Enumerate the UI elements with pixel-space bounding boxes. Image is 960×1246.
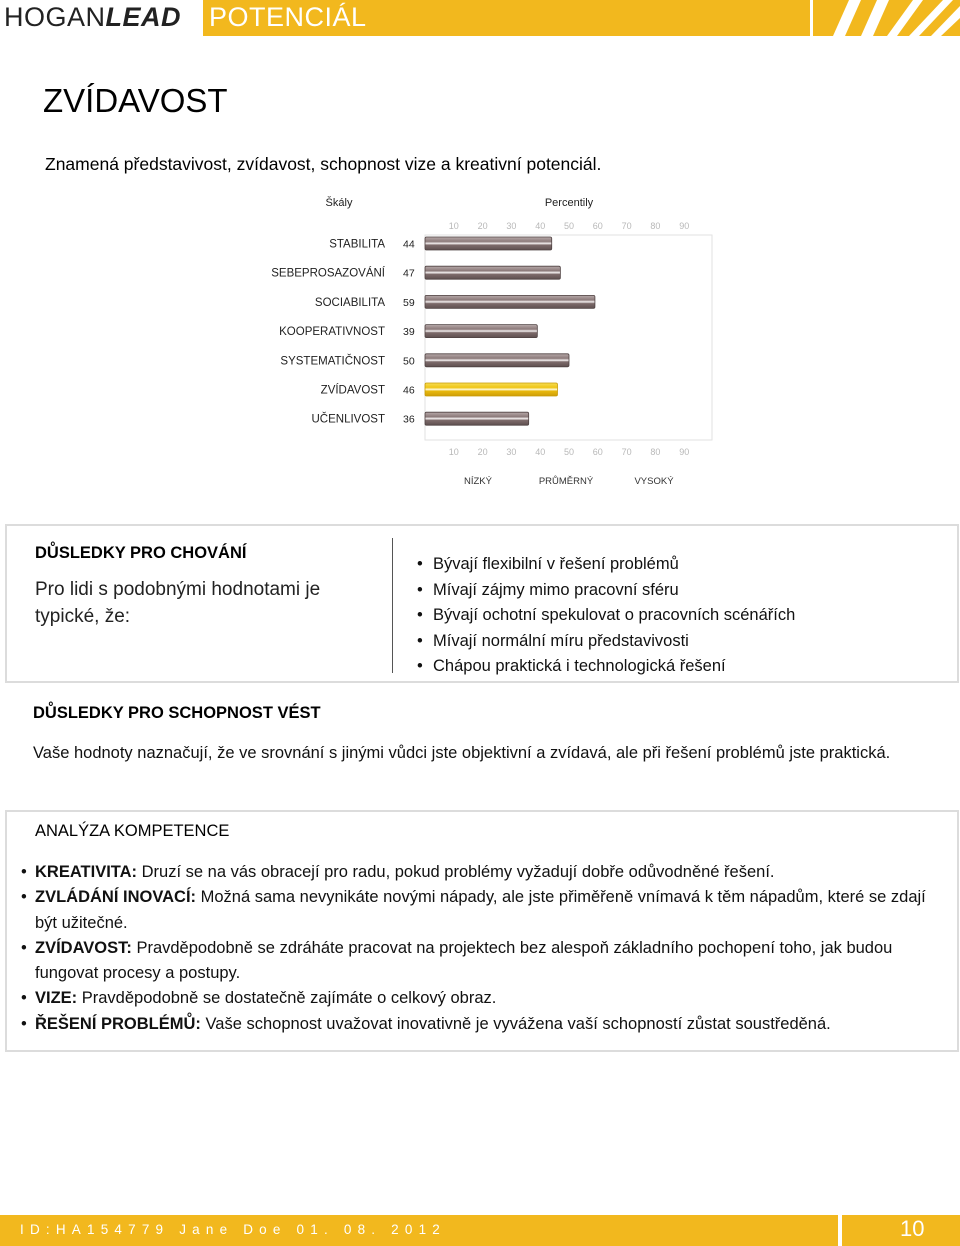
scale-value: 50 [403, 355, 415, 368]
list-item [417, 629, 795, 655]
competence-term: ŘEŠENÍ PROBLÉMŮ: [35, 1014, 201, 1033]
percentile-bar [425, 383, 557, 396]
behavior-heading: DŮSLEDKY PRO CHOVÁNÍ [35, 544, 247, 562]
list-item [21, 936, 931, 987]
behavior-list [417, 552, 795, 680]
list-item [417, 552, 795, 578]
report-footer [0, 1215, 960, 1246]
logo-part2: LEAD [105, 2, 182, 32]
scale-label: SOCIABILITA [314, 296, 385, 309]
tick-label-bottom: 70 [621, 447, 632, 457]
percentile-bar [425, 237, 552, 250]
tick-label-bottom: 80 [650, 447, 661, 457]
tick-label-top: 80 [650, 221, 661, 231]
competence-text: Druzí se na vás obracejí pro radu, pokud problémy vyžadují dobře odůvodněné řešení. [137, 863, 775, 881]
tick-label-top: 30 [506, 221, 517, 231]
percentile-bar [425, 325, 537, 338]
competence-list [21, 860, 931, 1037]
percentile-bar [425, 412, 529, 425]
competence-term: ZVLÁDÁNÍ INOVACÍ: [35, 888, 197, 907]
list-item [21, 860, 931, 885]
competence-term: VIZE: [35, 989, 78, 1008]
behavior-intro: Pro lidi s podobnými hodnotami je typické, že: [35, 579, 321, 627]
tick-label-top: 50 [563, 221, 575, 231]
competence-term: KREATIVITA: [35, 863, 138, 881]
percentile-chart-svg [0, 190, 960, 500]
tick-label-top: 60 [592, 221, 603, 231]
zone-label: PRŮMĚRNÝ [538, 476, 594, 487]
header-decoration [813, 0, 960, 36]
list-item-text: Mívají normální míru představivosti [433, 631, 689, 650]
page-title: ZVÍDAVOST [43, 82, 228, 119]
hogan-lead-logo [4, 2, 181, 33]
percentile-chart [0, 190, 960, 500]
zone-label: VYSOKÝ [634, 476, 674, 487]
scale-value: 46 [403, 384, 415, 397]
page-description: Znamená představivost, zvídavost, schopnost vize a kreativní potenciál. [45, 154, 602, 174]
page-number: 10 [900, 1216, 925, 1241]
tick-label-bottom: 20 [477, 447, 488, 457]
header-title-bar [203, 0, 810, 36]
tick-label-bottom: 30 [506, 447, 517, 457]
scale-label: SEBEPROSAZOVÁNÍ [271, 267, 385, 280]
competence-text: Pravděpodobně se zdráháte pracovat na projektech bez alespoň základního pochopení toho, jak budou fungovat procesy a postupy. [35, 938, 893, 983]
list-item-text: Bývají flexibilní v řešení problémů [433, 555, 679, 573]
leadership-text: Vaše hodnoty naznačují, že ve srovnání s jinými vůdci jste objektivní a zvídavá, ale při řešení problémů jste praktická. [33, 744, 891, 762]
tick-label-top: 40 [535, 221, 546, 231]
footer-divider [838, 1215, 842, 1246]
scale-label: STABILITA [329, 238, 385, 251]
list-item-text: Mívají zájmy mimo pracovní sféru [433, 580, 679, 599]
scale-value: 47 [403, 267, 415, 280]
diagonal-stripes-icon [813, 0, 960, 36]
leadership-section [5, 690, 955, 810]
tick-label-bottom: 90 [679, 447, 690, 457]
competence-section [5, 810, 959, 1052]
scale-value: 44 [403, 238, 415, 251]
leadership-heading: DŮSLEDKY PRO SCHOPNOST VÉST [33, 704, 321, 722]
scales-header: Škály [325, 197, 353, 209]
percentiles-header: Percentily [544, 197, 594, 209]
report-header [0, 0, 960, 38]
tick-label-top: 70 [621, 221, 632, 231]
tick-label-bottom: 60 [592, 447, 603, 457]
list-item [417, 603, 795, 629]
scale-label: SYSTEMATIČNOST [280, 355, 385, 368]
list-item [21, 986, 931, 1011]
tick-label-top: 20 [477, 221, 488, 231]
list-item [21, 885, 931, 936]
zone-label: NÍZKÝ [464, 476, 492, 487]
competence-text: Vaše schopnost uvažovat inovativně je vyvážena vaší schopností zůstat soustředěná. [200, 1014, 831, 1033]
section-divider [392, 538, 393, 673]
behavior-section [5, 524, 959, 683]
percentile-bar [425, 266, 560, 279]
list-item [21, 1012, 931, 1037]
tick-label-bottom: 40 [535, 447, 546, 457]
list-item [417, 578, 795, 604]
report-id: ID:HA154779 Jane Doe 01. 08. 2012 [20, 1222, 447, 1237]
competence-text: Pravděpodobně se dostatečně zajímáte o celkový obraz. [77, 989, 497, 1008]
logo-part1: HOGAN [4, 2, 106, 32]
list-item [417, 654, 795, 680]
scale-label: UČENLIVOST [311, 413, 385, 426]
percentile-bar [425, 354, 569, 367]
competence-heading: ANALÝZA KOMPETENCE [35, 822, 230, 840]
tick-label-bottom: 50 [563, 447, 575, 457]
header-title: POTENCIÁL [209, 2, 367, 32]
percentile-bar [425, 295, 595, 308]
scale-label: ZVÍDAVOST [320, 384, 385, 397]
scale-value: 36 [403, 413, 415, 426]
list-item-text: Bývají ochotní spekulovat o pracovních scénářích [433, 606, 796, 624]
scale-value: 39 [403, 326, 415, 339]
tick-label-bottom: 10 [448, 447, 459, 457]
scale-label: KOOPERATIVNOST [279, 326, 385, 339]
list-item-text: Chápou praktická i technologická řešení [433, 657, 726, 675]
tick-label-top: 90 [679, 221, 690, 231]
scale-value: 59 [403, 296, 415, 309]
competence-term: ZVÍDAVOST: [35, 938, 132, 957]
tick-label-top: 10 [448, 221, 459, 231]
competence-text: Možná sama nevynikáte novými nápady, ale jste přiměřeně vnímavá k těm nápadům, které se zdají být užitečné. [35, 888, 926, 932]
